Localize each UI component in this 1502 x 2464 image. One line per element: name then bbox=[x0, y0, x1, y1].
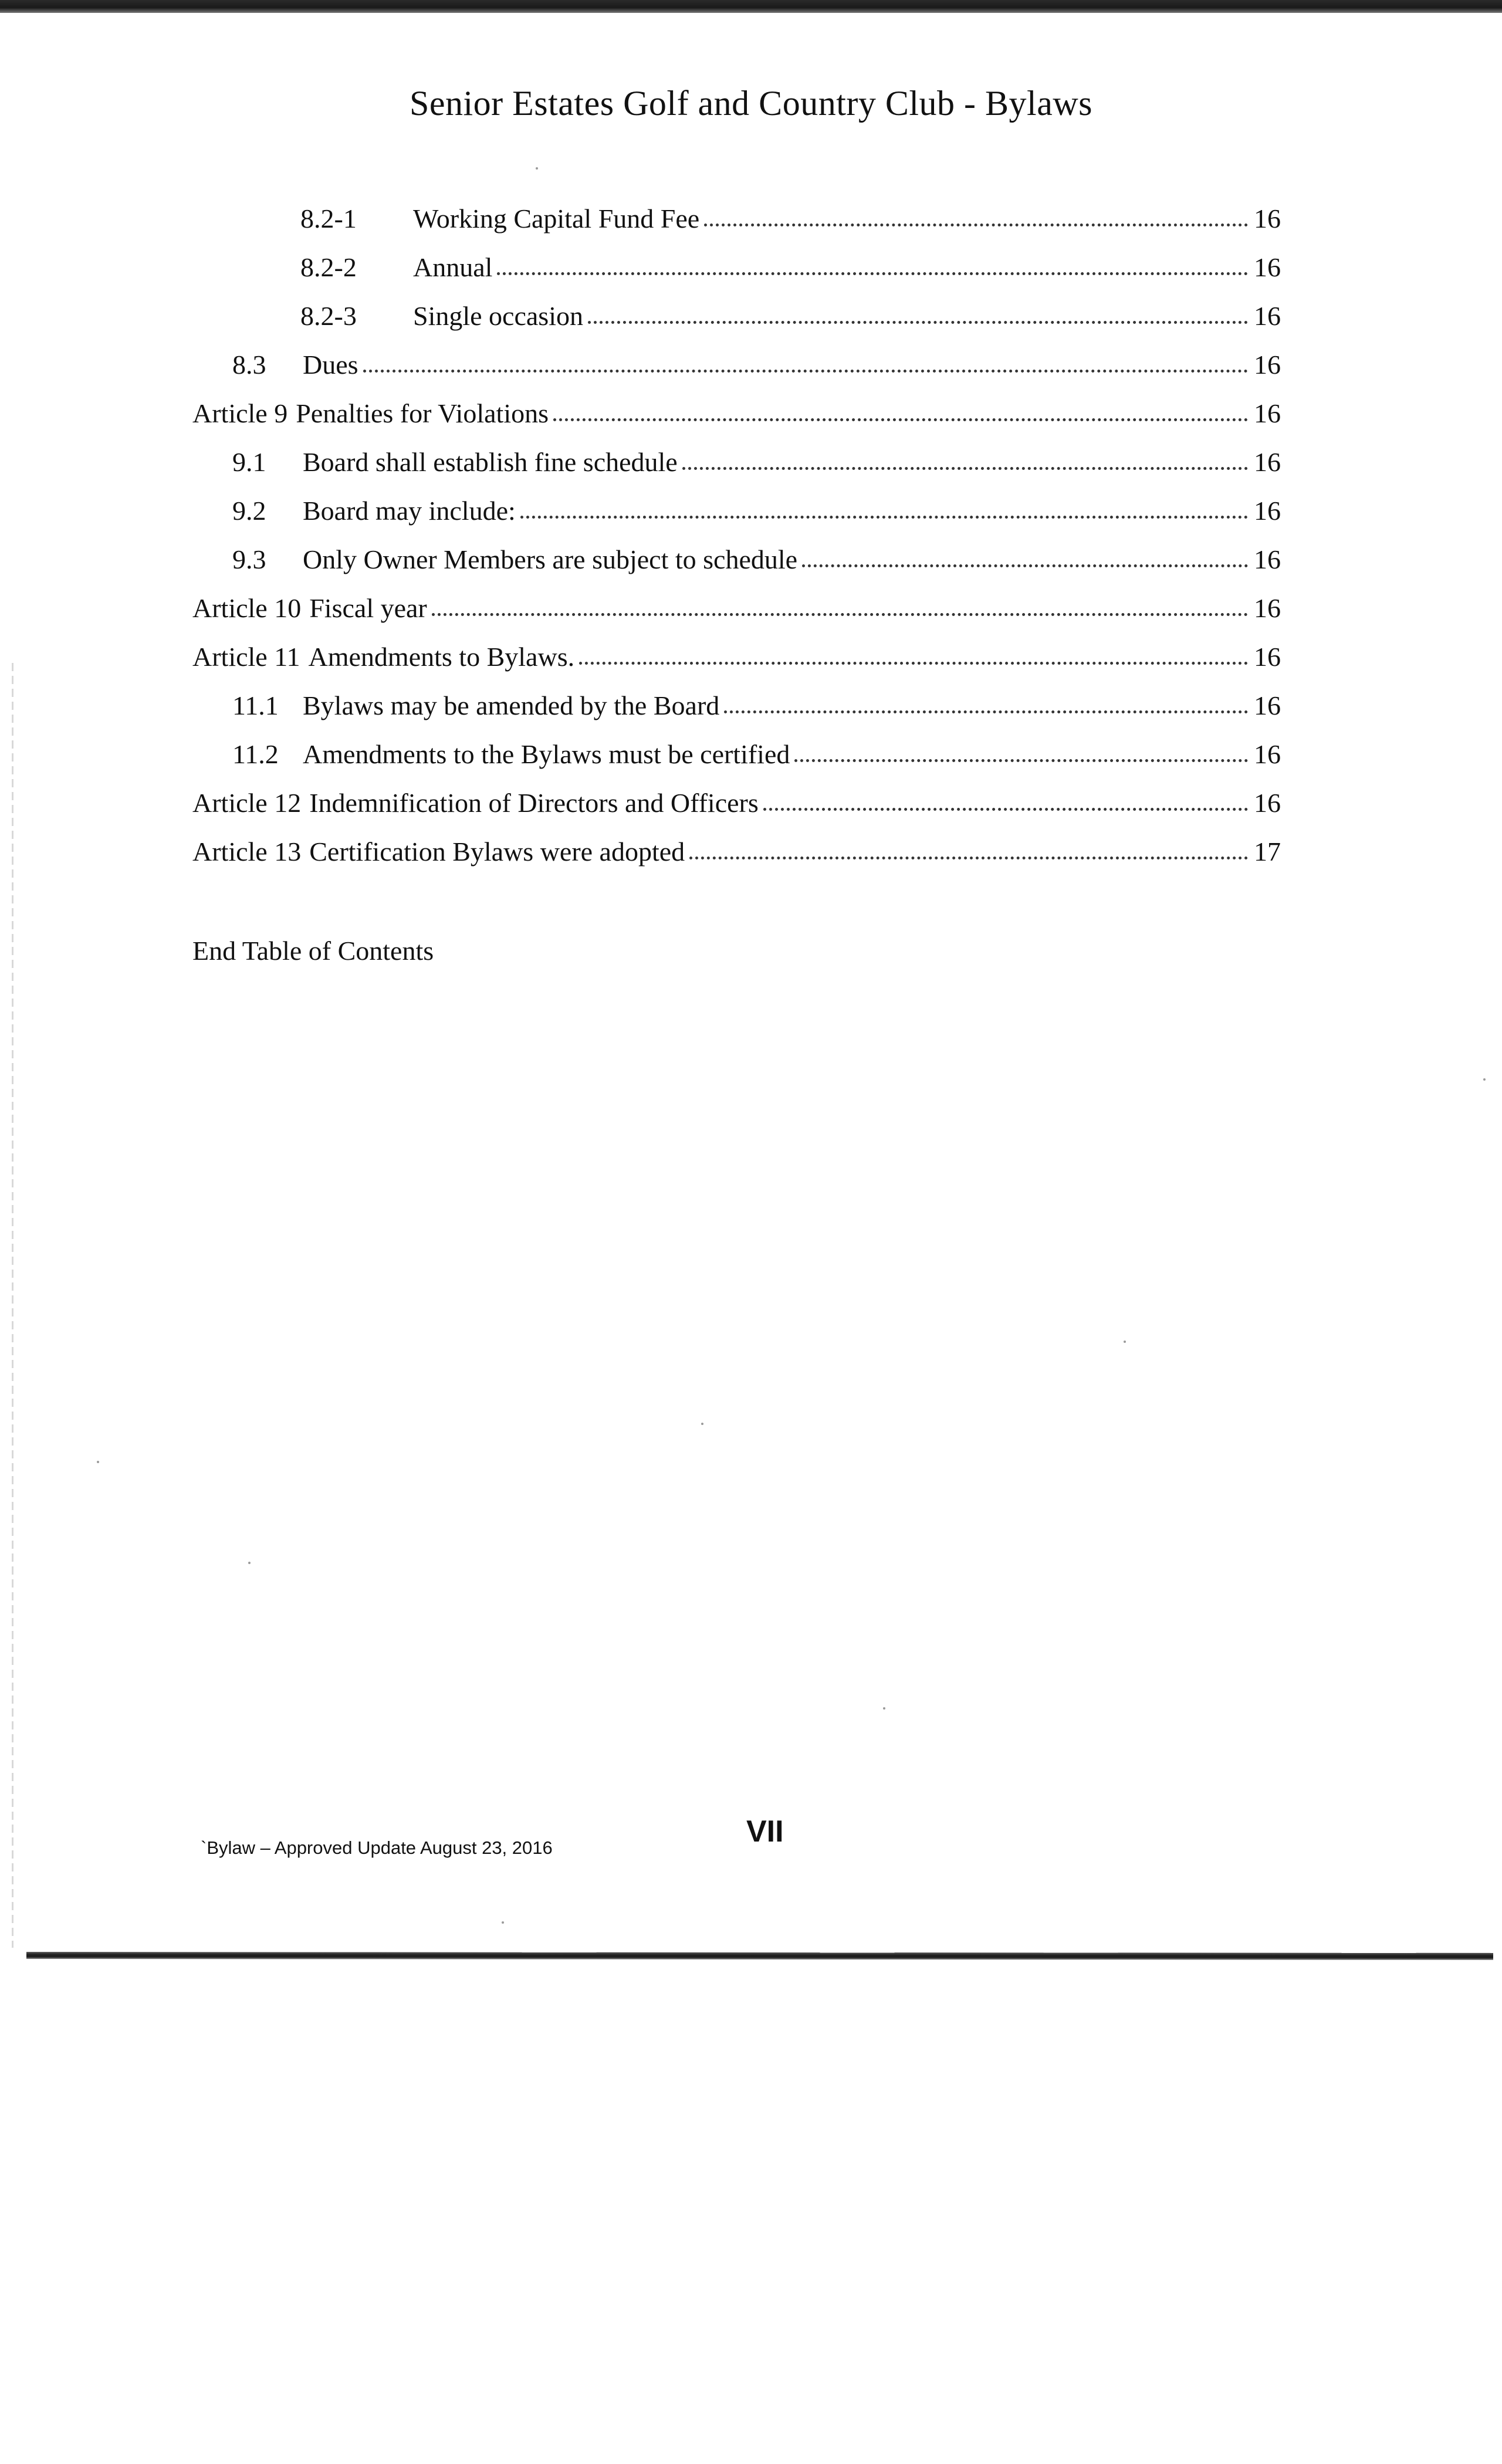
toc-entry-page: 16 bbox=[1254, 691, 1281, 720]
toc-entry-label: Annual bbox=[413, 252, 493, 282]
scan-speck bbox=[701, 1423, 703, 1425]
toc-entry-label: Board shall establish fine schedule bbox=[303, 447, 678, 477]
toc-entry bbox=[192, 734, 1281, 783]
toc-dot-leader bbox=[763, 807, 1248, 811]
toc-entry-label: Bylaws may be amended by the Board bbox=[303, 691, 720, 720]
toc-entry-label: Amendments to Bylaws. bbox=[308, 642, 575, 672]
scan-speck bbox=[1124, 1341, 1126, 1343]
toc-entry bbox=[192, 831, 1281, 880]
toc-entry-number: 8.3 bbox=[232, 350, 266, 380]
toc-entry-page: 16 bbox=[1254, 204, 1281, 233]
scan-speck bbox=[536, 167, 538, 170]
toc-entry-page: 17 bbox=[1254, 837, 1281, 867]
toc-entry-label: Certification Bylaws were adopted bbox=[309, 837, 685, 867]
toc-dot-leader bbox=[520, 515, 1248, 519]
toc-entry-page: 16 bbox=[1254, 593, 1281, 623]
toc-entry bbox=[192, 344, 1281, 393]
toc-entry bbox=[192, 393, 1281, 442]
toc-entry-number: 11.2 bbox=[232, 739, 279, 769]
toc-dot-leader bbox=[553, 418, 1248, 421]
toc-entry bbox=[192, 296, 1281, 344]
toc-entry bbox=[192, 490, 1281, 539]
toc-entry-label: Amendments to the Bylaws must be certified bbox=[303, 739, 790, 769]
toc-entry-number: 9.2 bbox=[232, 496, 266, 526]
toc-entry-page: 16 bbox=[1254, 496, 1281, 526]
toc-entry-page: 16 bbox=[1254, 301, 1281, 331]
toc-entry bbox=[192, 637, 1281, 685]
toc-entry-number: Article 13 bbox=[192, 837, 302, 867]
toc-entry-label: Dues bbox=[303, 350, 358, 380]
scan-speck bbox=[1483, 1078, 1486, 1081]
toc-entry-label: Fiscal year bbox=[309, 593, 427, 623]
toc-entry-number: 8.2-3 bbox=[300, 301, 357, 331]
toc-entry-page: 16 bbox=[1254, 252, 1281, 282]
toc-entry-number: Article 10 bbox=[192, 593, 302, 623]
toc-entry bbox=[192, 198, 1281, 247]
toc-entry-label: Single occasion bbox=[413, 301, 583, 331]
toc-entry-number: 11.1 bbox=[232, 691, 279, 720]
toc-entry-page: 16 bbox=[1254, 350, 1281, 380]
toc-entry-page: 16 bbox=[1254, 642, 1281, 672]
toc-entry-number: Article 9 bbox=[192, 398, 288, 428]
toc-entry-label: Working Capital Fund Fee bbox=[413, 204, 700, 233]
toc-entry bbox=[192, 247, 1281, 296]
document-title: Senior Estates Golf and Country Club - Bylaws bbox=[409, 84, 1093, 123]
toc-dot-leader bbox=[497, 272, 1248, 275]
end-of-toc-text: End Table of Contents bbox=[192, 936, 434, 966]
table-of-contents bbox=[192, 198, 1281, 880]
top-border-rule bbox=[0, 0, 1502, 13]
bottom-border-rule bbox=[26, 1952, 1493, 1960]
toc-dot-leader bbox=[704, 223, 1248, 226]
toc-dot-leader bbox=[432, 612, 1248, 616]
toc-entry-number: Article 12 bbox=[192, 788, 302, 818]
toc-entry-page: 16 bbox=[1254, 398, 1281, 428]
toc-dot-leader bbox=[363, 369, 1248, 373]
toc-entry bbox=[192, 539, 1281, 588]
toc-entry-label: Board may include: bbox=[303, 496, 516, 526]
left-edge-mark bbox=[12, 663, 13, 1948]
toc-entry-page: 16 bbox=[1254, 739, 1281, 769]
toc-dot-leader bbox=[794, 759, 1248, 762]
toc-entry bbox=[192, 588, 1281, 637]
scan-speck bbox=[97, 1461, 99, 1463]
toc-entry-number: 9.1 bbox=[232, 447, 266, 477]
toc-entry bbox=[192, 442, 1281, 490]
toc-dot-leader bbox=[689, 856, 1248, 859]
toc-entry-label: Penalties for Violations bbox=[296, 398, 549, 428]
toc-entry-number: 8.2-1 bbox=[300, 204, 357, 233]
toc-dot-leader bbox=[724, 710, 1248, 713]
toc-entry bbox=[192, 783, 1281, 831]
toc-dot-leader bbox=[588, 320, 1248, 324]
toc-entry-page: 16 bbox=[1254, 447, 1281, 477]
toc-entry-number: 9.3 bbox=[232, 544, 266, 574]
toc-dot-leader bbox=[802, 564, 1248, 567]
toc-entry-number: Article 11 bbox=[192, 642, 300, 672]
scan-speck bbox=[248, 1562, 251, 1564]
toc-dot-leader bbox=[682, 466, 1248, 470]
scan-speck bbox=[502, 1921, 504, 1924]
scan-speck bbox=[883, 1707, 885, 1710]
toc-dot-leader bbox=[579, 661, 1248, 665]
toc-entry-page: 16 bbox=[1254, 544, 1281, 574]
footer-approval-note: `Bylaw – Approved Update August 23, 2016 bbox=[201, 1837, 553, 1858]
toc-entry-label: Only Owner Members are subject to schedule bbox=[303, 544, 798, 574]
toc-entry-number: 8.2-2 bbox=[300, 252, 357, 282]
toc-entry-page: 16 bbox=[1254, 788, 1281, 818]
toc-entry bbox=[192, 685, 1281, 734]
toc-entry-label: Indemnification of Directors and Officers bbox=[309, 788, 759, 818]
page-number: VII bbox=[746, 1815, 784, 1849]
